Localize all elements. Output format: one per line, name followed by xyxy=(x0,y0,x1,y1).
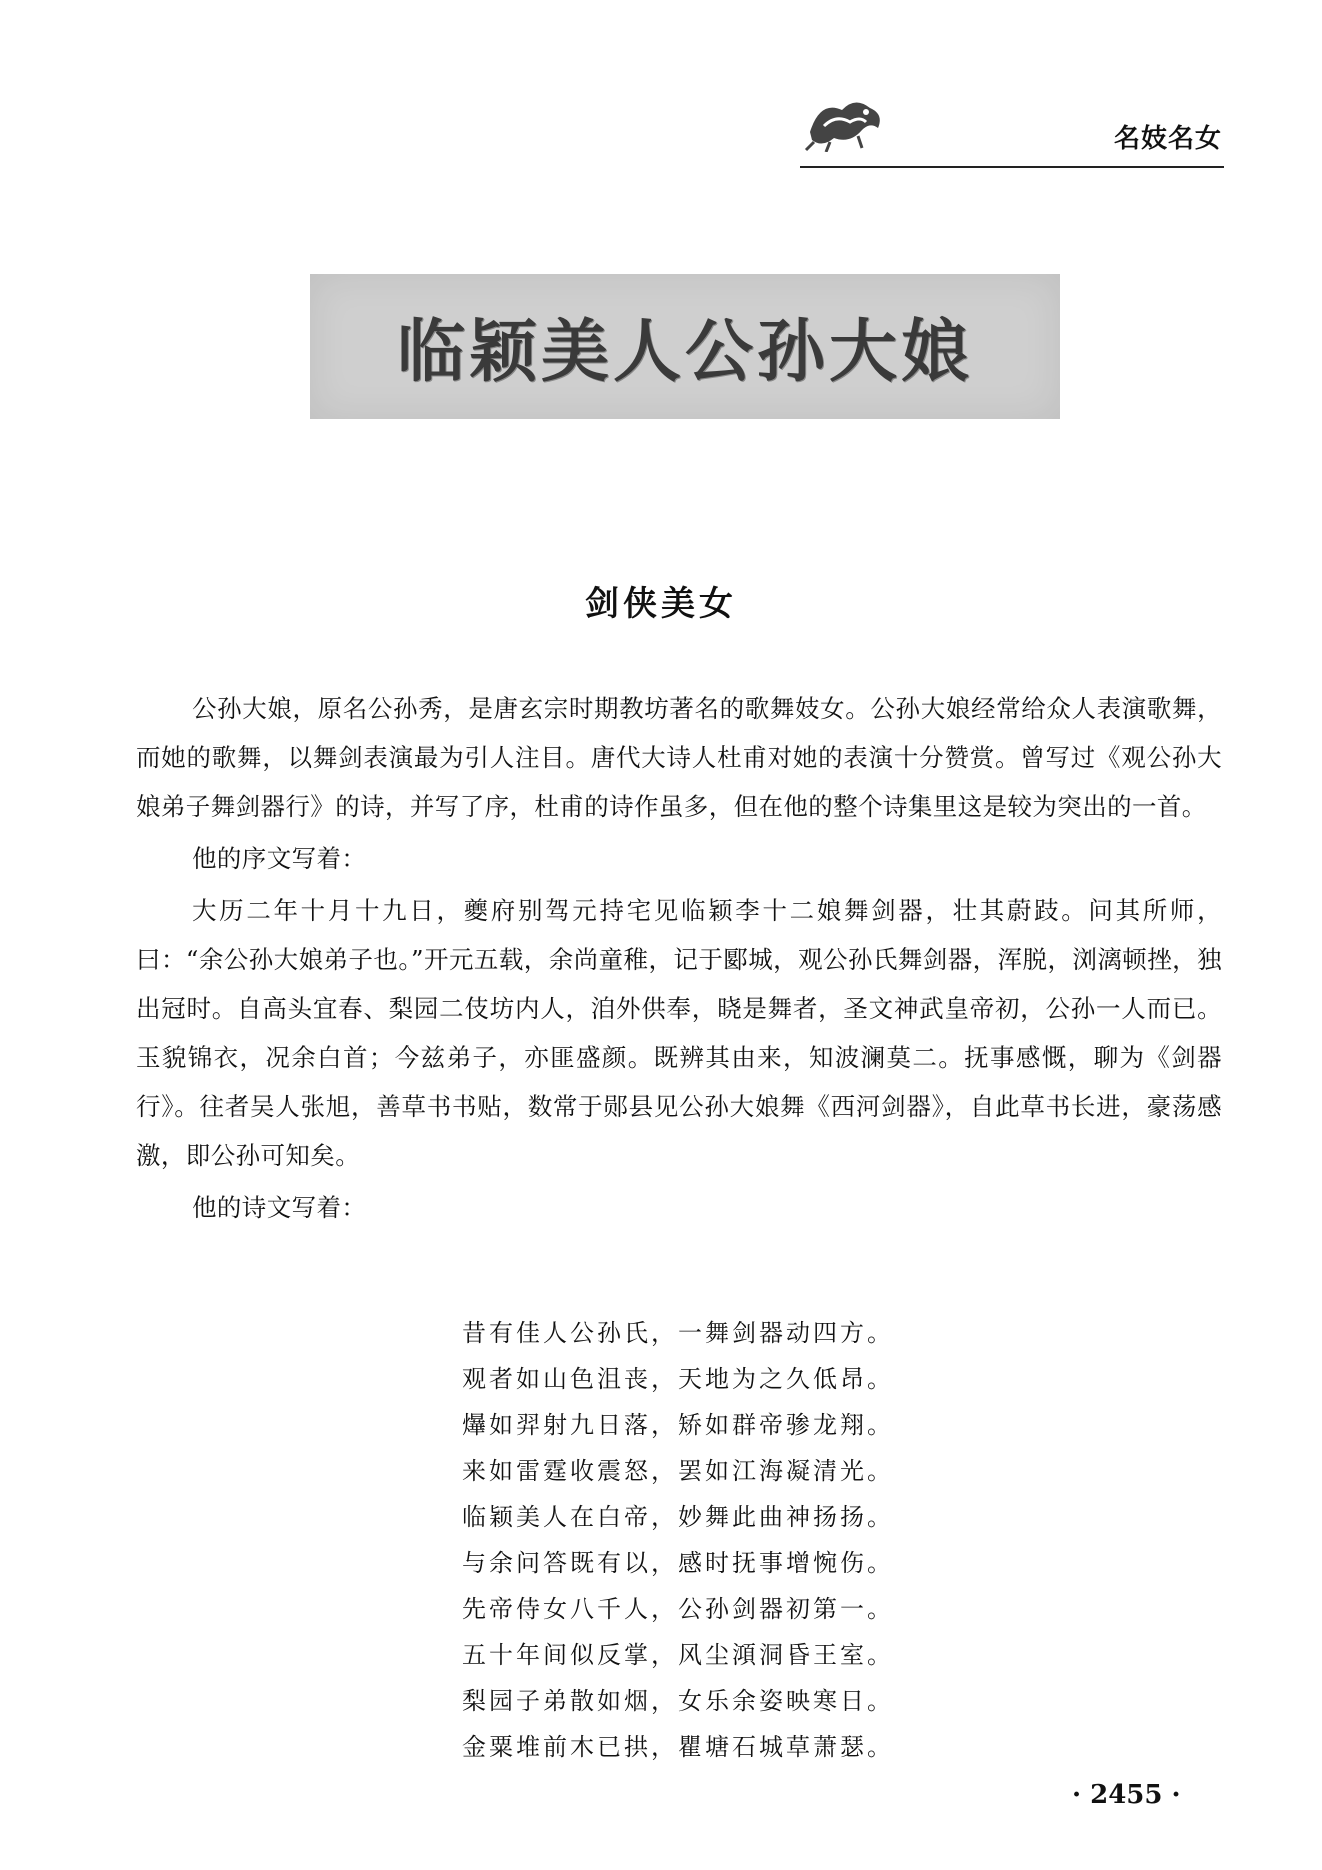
poem-line: 梨园子弟散如烟，女乐余姿映寒日。 xyxy=(462,1687,894,1715)
poem-line: 五十年间似反掌，风尘澒洞昏王室。 xyxy=(462,1641,894,1669)
poem-line: 爗如羿射九日落，矫如群帝骖龙翔。 xyxy=(462,1411,894,1439)
poem-line: 与余问答既有以，感时抚事增惋伤。 xyxy=(462,1549,894,1577)
poem-line: 昔有佳人公孙氏，一舞剑器动四方。 xyxy=(462,1319,894,1347)
poem-line: 先帝侍女八千人，公孙剑器初第一。 xyxy=(462,1595,894,1623)
paragraph: 公孙大娘，原名公孙秀，是唐玄宗时期教坊著名的歌舞妓女。公孙大娘经常给众人表演歌舞，而她的歌舞，以舞剑表演最为引人注目。唐代大诗人杜甫对她的表演十分赞赏。曾写过《观公孙大娘弟子舞剑器行》的诗，并写了序，杜甫的诗作虽多，但在他的整个诗集里这是较为突出的一首。 xyxy=(136,694,1222,821)
page-number: · 2455 · xyxy=(1072,1780,1181,1810)
paragraph: 他的诗文写着： xyxy=(192,1193,367,1222)
poem-block xyxy=(462,1310,894,1770)
header-divider xyxy=(800,166,1224,168)
dragon-emblem-icon xyxy=(800,92,890,152)
paragraph: 他的序文写着： xyxy=(192,844,367,873)
article-body xyxy=(136,684,1222,1235)
chapter-title: 临颖美人公孙大娘 xyxy=(396,312,973,392)
poem-line: 临颖美人在白帝，妙舞此曲神扬扬。 xyxy=(462,1503,894,1531)
header-title: 名妓名女 xyxy=(1113,124,1222,154)
chapter-banner xyxy=(310,274,1060,419)
poem-line: 来如雷霆收震怒，罢如江海凝清光。 xyxy=(462,1457,894,1485)
section-heading: 剑侠美女 xyxy=(585,584,737,624)
paragraph: 大历二年十月十九日，夔府别驾元持宅见临颖李十二娘舞剑器，壮其蔚跂。问其所师，曰：“余公孙大娘弟子也。”开元五载，余尚童稚，记于郾城，观公孙氏舞剑器，浑脱，浏漓顿挫，独出冠时。自高头宜春、梨园二伎坊内人，洎外供奉，晓是舞者，圣文神武皇帝初，公孙一人而已。玉貌锦衣，况余白首；今兹弟子，亦匪盛颜。既辨其由来，知波澜莫二。抚事感慨，聊为《剑器行》。往者吴人张旭，善草书书贴，数常于郧县见公孙大娘舞《西河剑器》，自此草书长进，豪荡感激，即公孙可知矣。 xyxy=(136,896,1222,1170)
poem-line: 金粟堆前木已拱，瞿塘石城草萧瑟。 xyxy=(462,1733,894,1761)
poem-line: 观者如山色沮丧，天地为之久低昂。 xyxy=(462,1365,894,1393)
